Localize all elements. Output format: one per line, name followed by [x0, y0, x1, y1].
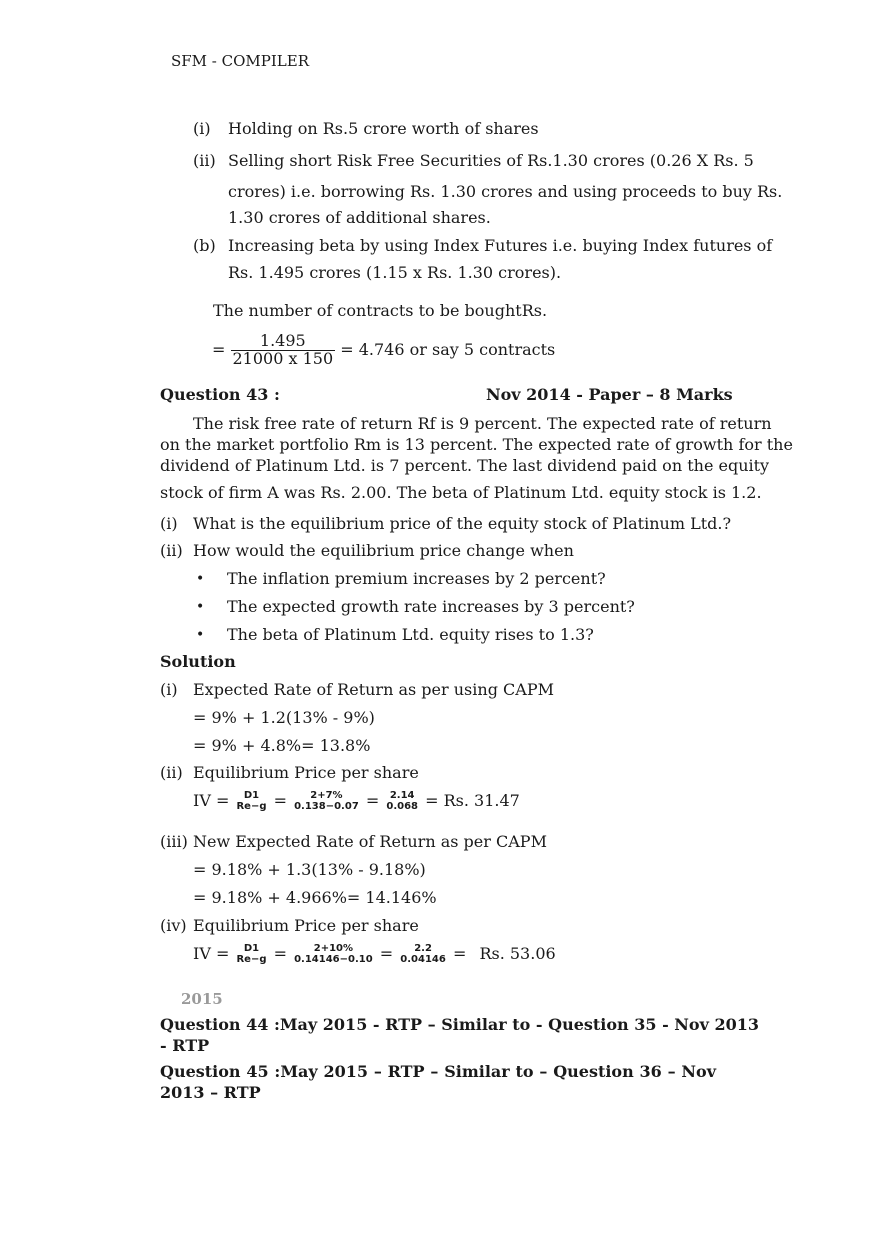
fraction	[292, 791, 361, 812]
calc-line: = 9.18% + 1.3(13% - 9.18%)	[193, 860, 426, 879]
list-marker: (ii)	[160, 763, 183, 782]
fraction	[398, 944, 448, 965]
list-item: What is the equilibrium price of the equity stock of Platinum Ltd.?	[193, 514, 732, 533]
denominator: 0.14146−0.10	[294, 953, 373, 965]
numerator: 2+10%	[313, 943, 354, 954]
equals-sign: =	[212, 339, 226, 359]
solution-step: Equilibrium Price per share	[193, 763, 419, 782]
list-marker: (iv)	[160, 916, 187, 935]
list-item-line: 1.30 crores of additional shares.	[228, 208, 491, 227]
list-marker: (b)	[193, 236, 216, 255]
question-reference-line: - RTP	[160, 1036, 210, 1055]
bullet-icon: •	[196, 599, 205, 615]
numerator: D1	[243, 943, 260, 954]
solution-step: New Expected Rate of Return as per CAPM	[193, 832, 547, 851]
question-reference-line: Question 44 :May 2015 - RTP – Similar to - Question 35 - Nov 2013	[160, 1015, 759, 1034]
list-marker: (i)	[160, 680, 178, 699]
contracts-result: = 4.746 or say 5 contracts	[340, 339, 556, 359]
equals-sign: =	[273, 791, 287, 810]
list-item-line: Rs. 1.495 crores (1.15 x Rs. 1.30 crores).	[228, 263, 562, 282]
denominator: 21000 x 150	[232, 348, 334, 368]
solution-title: Solution	[160, 652, 236, 671]
iv-label: IV =	[193, 944, 230, 963]
denominator: Re−g	[236, 953, 267, 965]
fraction	[292, 944, 375, 965]
numerator: D1	[243, 790, 260, 801]
question-reference-line: Question 45 :May 2015 – RTP – Similar to – Question 36 – Nov	[160, 1062, 716, 1081]
numerator: 2.14	[389, 790, 415, 801]
fraction	[384, 791, 420, 812]
solution-step: Equilibrium Price per share	[193, 916, 419, 935]
numerator: 2+7%	[310, 790, 343, 801]
page-header: SFM - COMPILER	[171, 52, 310, 70]
equals-sign: =	[379, 944, 394, 963]
calc-line: = 9% + 4.8%= 13.8%	[193, 736, 371, 755]
iv-formula	[193, 944, 556, 965]
list-marker: (ii)	[160, 541, 183, 560]
numerator: 2.2	[414, 943, 432, 954]
calc-line: = 9.18% + 4.966%= 14.146%	[193, 888, 437, 907]
denominator: Re−g	[236, 800, 267, 812]
list-marker: (i)	[193, 119, 211, 138]
list-item-line: crores) i.e. borrowing Rs. 1.30 crores and using proceeds to buy Rs.	[228, 182, 783, 201]
numerator: 1.495	[259, 331, 306, 350]
denominator: 0.068	[386, 800, 419, 812]
list-item: How would the equilibrium price change when	[193, 541, 574, 560]
formula-result: Rs. 53.06	[479, 944, 556, 963]
question-paragraph-line: stock of firm A was Rs. 2.00. The beta of Platinum Ltd. equity stock is 1.2.	[160, 483, 762, 502]
iv-label: IV =	[193, 791, 230, 810]
question-paragraph-line: on the market portfolio Rm is 13 percent. The expected rate of growth for the	[160, 435, 793, 454]
calc-line: = 9% + 1.2(13% - 9%)	[193, 708, 375, 727]
question-source: Nov 2014 - Paper – 8 Marks	[486, 385, 733, 404]
contracts-formula	[212, 333, 555, 368]
bullet-icon: •	[196, 627, 205, 643]
question-paragraph-line: The risk free rate of return Rf is 9 percent. The expected rate of return	[193, 414, 772, 433]
equals-sign: =	[452, 944, 467, 963]
list-item-line: Increasing beta by using Index Futures i.e. buying Index futures of	[228, 236, 773, 255]
solution-step: Expected Rate of Return as per using CAPM	[193, 680, 554, 699]
bullet-item: The expected growth rate increases by 3 percent?	[227, 597, 635, 616]
list-marker: (iii)	[160, 832, 188, 851]
list-marker: (ii)	[193, 151, 216, 170]
list-item: Holding on Rs.5 crore worth of shares	[228, 119, 539, 138]
equals-sign: =	[365, 791, 380, 810]
equals-sign: =	[273, 944, 287, 963]
formula-result: = Rs. 31.47	[425, 791, 520, 810]
contracts-intro: The number of contracts to be boughtRs.	[213, 301, 548, 320]
fraction	[231, 333, 336, 368]
question-title: Question 43 :	[160, 385, 280, 404]
fraction	[234, 791, 268, 812]
iv-formula	[193, 791, 520, 812]
fraction	[234, 944, 268, 965]
year-label: 2015	[181, 990, 223, 1008]
question-paragraph-line: dividend of Platinum Ltd. is 7 percent. The last dividend paid on the equity	[160, 456, 770, 475]
bullet-item: The inflation premium increases by 2 percent?	[227, 569, 606, 588]
denominator: 0.04146	[400, 953, 446, 965]
list-marker: (i)	[160, 514, 178, 533]
question-reference-line: 2013 – RTP	[160, 1083, 261, 1102]
list-item-line: Selling short Risk Free Securities of Rs.1.30 crores (0.26 X Rs. 5	[228, 151, 754, 170]
bullet-icon: •	[196, 571, 205, 587]
denominator: 0.138−0.07	[294, 800, 359, 812]
bullet-item: The beta of Platinum Ltd. equity rises to 1.3?	[227, 625, 594, 644]
